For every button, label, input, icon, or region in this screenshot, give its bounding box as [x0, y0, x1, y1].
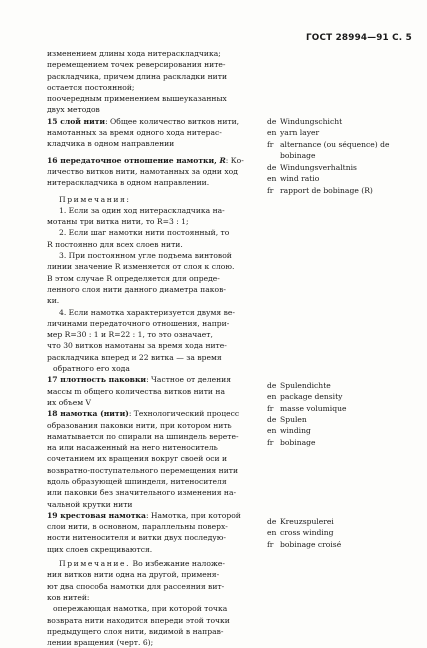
translation-text: cross winding [280, 528, 334, 538]
text-line: опережающая намотка, при которой точка [53, 604, 228, 614]
term-18-def: сочетанием их вращения вокруг своей оси и [47, 454, 228, 464]
lang-code: en [267, 392, 277, 402]
lang-code: de [267, 117, 277, 126]
note-line: 4. Если намотка характеризуется двумя ве- [59, 307, 235, 317]
term-19-heading: 19 крестовая намотка [47, 510, 146, 520]
note-line: мотаны три витка нити, то R=3 : 1; [47, 217, 189, 227]
text-line: лении вращения (черт. 6); [47, 638, 154, 648]
lang-code: fr [267, 185, 274, 195]
text-line: изменением длины хода нитераскладчика; [47, 49, 221, 58]
translation-text: bobinage croisé [280, 539, 342, 549]
note-line: что 30 витков намотаны за время хода ните- [47, 341, 227, 351]
closing-lines [47, 603, 260, 648]
note-line: мер R=30 : 1 и R=22 : 1, то это означает, [47, 330, 213, 340]
translation-text: alternance (ou séquence) de [280, 139, 390, 149]
term-19-def: слои нити, в основном, параллельны поверх- [47, 522, 228, 532]
note-line: 3. При постоянном угле подъема винтовой [59, 251, 232, 261]
translation-text: Windungsverhaltnis [280, 163, 357, 172]
term-17-def: : Частное от деления [146, 375, 232, 385]
translation-text: masse volumique [280, 403, 347, 413]
term-18-entry [47, 408, 260, 510]
lang-code: fr [267, 539, 274, 549]
term-18-def: на или насаженный на него нитеноситель [47, 443, 218, 453]
text-line: остается постоянной; [47, 82, 135, 92]
term-18-def: : Технологический процесс [128, 409, 240, 419]
note-2-text: ков нитей: [47, 592, 90, 602]
note-line: ки. [47, 296, 60, 306]
term-18-def: образования паковки нити, при котором нить [47, 420, 232, 430]
translation-text: Spulen [280, 415, 307, 424]
lang-code: fr [267, 139, 274, 149]
term-15-heading: 15 слой нити [47, 116, 106, 126]
term-15-entry [47, 116, 260, 150]
note-line: личинами передаточного отношения, напри- [47, 318, 230, 328]
translations-term-17 [267, 380, 417, 414]
term-15-def: кладчика в одном направлении [47, 139, 175, 149]
lang-code: en [267, 128, 277, 138]
term-16-symbol: R [216, 155, 226, 165]
term-18-def: или паковки без значительного изменения на- [47, 488, 237, 498]
note-2-block [47, 558, 260, 603]
text-line: поочередным применением вышеуказанных [47, 94, 227, 104]
text-line: возврата нити находится впереди этой точки [47, 615, 230, 625]
translation-text: Windungschicht [280, 117, 343, 126]
lang-code: fr [267, 403, 274, 413]
text-line: раскладчика, причем длина раскладки нити [47, 71, 227, 81]
term-16-def: личество витков нити, намотанных за одни ход [47, 166, 238, 176]
term-19-entry [47, 510, 260, 555]
term-19-def: : Намотка, при которой [145, 510, 241, 520]
note-line: 1. Если за один ход нитераскладчика на- [59, 205, 225, 215]
note-line: ленного слоя нити данного диаметра паков- [47, 284, 226, 294]
lang-code: de [267, 381, 277, 390]
term-17-def: массы m общего количества витков нити на [47, 386, 225, 396]
notes-title: Примечания: [59, 194, 131, 204]
translation-text: rapport de bobinage (R) [280, 185, 373, 195]
text-line: перемещением точек реверсирования ните- [47, 60, 226, 70]
term-18-def: возвратно-поступательного перемещения нити [47, 465, 239, 475]
term-15-def: намотанных за время одного хода нитерас- [47, 128, 222, 138]
note-line: В этом случае R определяется для опреде- [47, 273, 220, 283]
translations-term-16 [267, 162, 417, 196]
term-16-def: : Ко- [225, 155, 244, 165]
lang-code: de [267, 163, 277, 172]
notes-block [47, 194, 260, 375]
note-line: R постоянно для всех слоев нити. [47, 239, 183, 249]
translation-text: wind ratio [280, 174, 320, 184]
term-15-def: : Общее количество витков нити, [105, 116, 240, 126]
lang-code: fr [267, 437, 274, 447]
lang-code: en [267, 174, 277, 184]
lang-code: en [267, 528, 277, 538]
note-line: раскладчика вперед и 22 витка — за время [47, 352, 222, 362]
term-18-def: наматывается по спирали на шпиндель верете- [47, 431, 239, 441]
term-18-def: чальной крутки нити [47, 499, 133, 509]
translations-term-18 [267, 414, 417, 448]
translation-text: bobinage [280, 437, 316, 447]
note-line: обратного его хода [53, 364, 130, 374]
note-line: линии значение R изменяется от слоя к слою. [47, 262, 235, 272]
term-16-heading: 16 передаточное отношение намотки, [47, 155, 217, 165]
translation-text: bobinage [280, 150, 316, 160]
translation-text: package density [280, 392, 343, 402]
text-line: двух методов [47, 105, 100, 115]
page-header: ГОСТ 28994—91 С. 5 [306, 33, 412, 43]
translation-text: Kreuzspulerei [280, 517, 334, 526]
term-19-def: щих слоев скрещиваются. [47, 544, 153, 554]
translations-term-19 [267, 516, 417, 550]
term-16-def: нитераскладчика в одном направлении. [47, 178, 210, 188]
term-19-def: ности нитеносителя и витки двух последую- [47, 533, 226, 543]
translation-text: winding [280, 426, 311, 436]
russian-column [47, 48, 260, 648]
term-18-def: вдоль образующей шпинделя, нитеносителя [47, 476, 227, 486]
term-18-heading: 18 намотка (нити) [47, 409, 129, 419]
note-2-title: Примечание. [59, 559, 131, 569]
translation-text: yarn layer [280, 128, 320, 138]
note-2-text: ния витков нити одна на другой, применя- [47, 570, 220, 580]
intro-lines [47, 48, 260, 116]
term-16-entry [47, 155, 260, 189]
note-2-text: ют два способа намотки для рассеяния вит- [47, 581, 225, 591]
term-17-def: их объем V [47, 397, 92, 407]
text-line: предыдущего слоя нити, видимой в направ- [47, 626, 224, 636]
term-17-heading: 17 плотность паковки [47, 375, 147, 385]
translations-term-15 [267, 116, 417, 161]
note-2-text: Во избежание наложе- [130, 559, 225, 569]
lang-code: de [267, 415, 277, 424]
lang-code: de [267, 517, 277, 526]
note-line: 2. Если шаг намотки нити постоянный, то [59, 228, 230, 238]
translation-text: Spulendichte [280, 381, 331, 390]
lang-code: en [267, 426, 277, 436]
term-17-entry [47, 374, 260, 408]
